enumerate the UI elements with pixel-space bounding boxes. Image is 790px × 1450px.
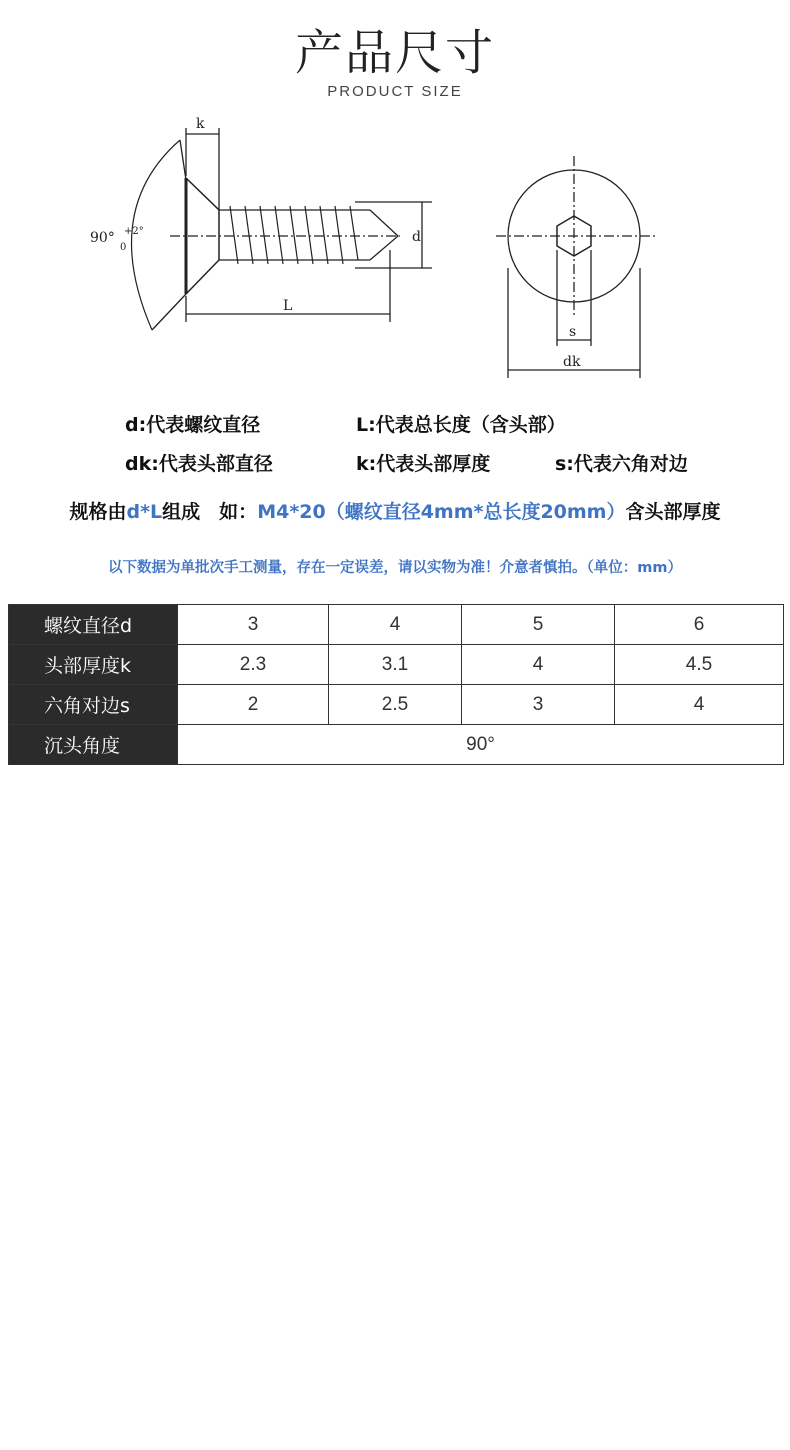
spec-prefix: 规格由 — [69, 501, 127, 523]
table-row — [9, 605, 784, 645]
legend-s: s:代表六角对边 — [555, 453, 688, 475]
measurement-note: 以下数据为单批次手工测量，存在一定误差，请以实物为准！介意者慎拍。（单位：mm） — [108, 560, 682, 576]
label-dk: dk — [563, 354, 581, 370]
table-row — [9, 725, 784, 765]
table-cell: 4 — [462, 645, 615, 685]
page-subtitle: PRODUCT SIZE — [327, 83, 463, 100]
screw-side-view-diagram — [80, 110, 420, 340]
row-header: 头部厚度k — [9, 645, 178, 685]
legend-L: L:代表总长度（含头部） — [356, 414, 566, 436]
table-cell: 2.3 — [178, 645, 329, 685]
table-cell: 6 — [615, 605, 784, 645]
table-cell: 3 — [462, 685, 615, 725]
table-cell: 2.5 — [329, 685, 462, 725]
table-cell: 4.5 — [615, 645, 784, 685]
row-header: 六角对边s — [9, 685, 178, 725]
legend-k: k:代表头部厚度 — [356, 453, 491, 475]
table-cell: 5 — [462, 605, 615, 645]
table-row — [9, 685, 784, 725]
table-cell: 3 — [178, 605, 329, 645]
label-angle-tol: +2° — [124, 226, 144, 237]
size-table — [8, 604, 784, 765]
label-L: L — [283, 298, 293, 314]
spec-mid: 组成 如： — [162, 501, 258, 523]
table-cell: 2 — [178, 685, 329, 725]
spec-example: M4*20（螺纹直径4mm*总长度20mm） — [257, 501, 626, 523]
label-k: k — [196, 116, 205, 132]
table-cell: 4 — [615, 685, 784, 725]
row-header: 沉头角度 — [9, 725, 178, 765]
row-header: 螺纹直径d — [9, 605, 178, 645]
legend-dk: dk:代表头部直径 — [125, 453, 273, 475]
screw-head-top-view-diagram — [490, 150, 660, 380]
label-angle-tol-low: 0 — [120, 242, 127, 253]
table-cell: 4 — [329, 605, 462, 645]
table-cell: 90° — [178, 725, 784, 765]
table-row — [9, 645, 784, 685]
label-d: d — [412, 229, 421, 245]
spec-suffix: 含头部厚度 — [625, 501, 721, 523]
legend-d: d:代表螺纹直径 — [125, 414, 261, 436]
label-s: s — [569, 324, 577, 340]
page-title: 产品尺寸 — [294, 25, 495, 81]
spec-dl: d*L — [126, 501, 163, 523]
spec-description — [0, 497, 790, 524]
label-angle: 90° — [90, 230, 115, 246]
table-cell: 3.1 — [329, 645, 462, 685]
